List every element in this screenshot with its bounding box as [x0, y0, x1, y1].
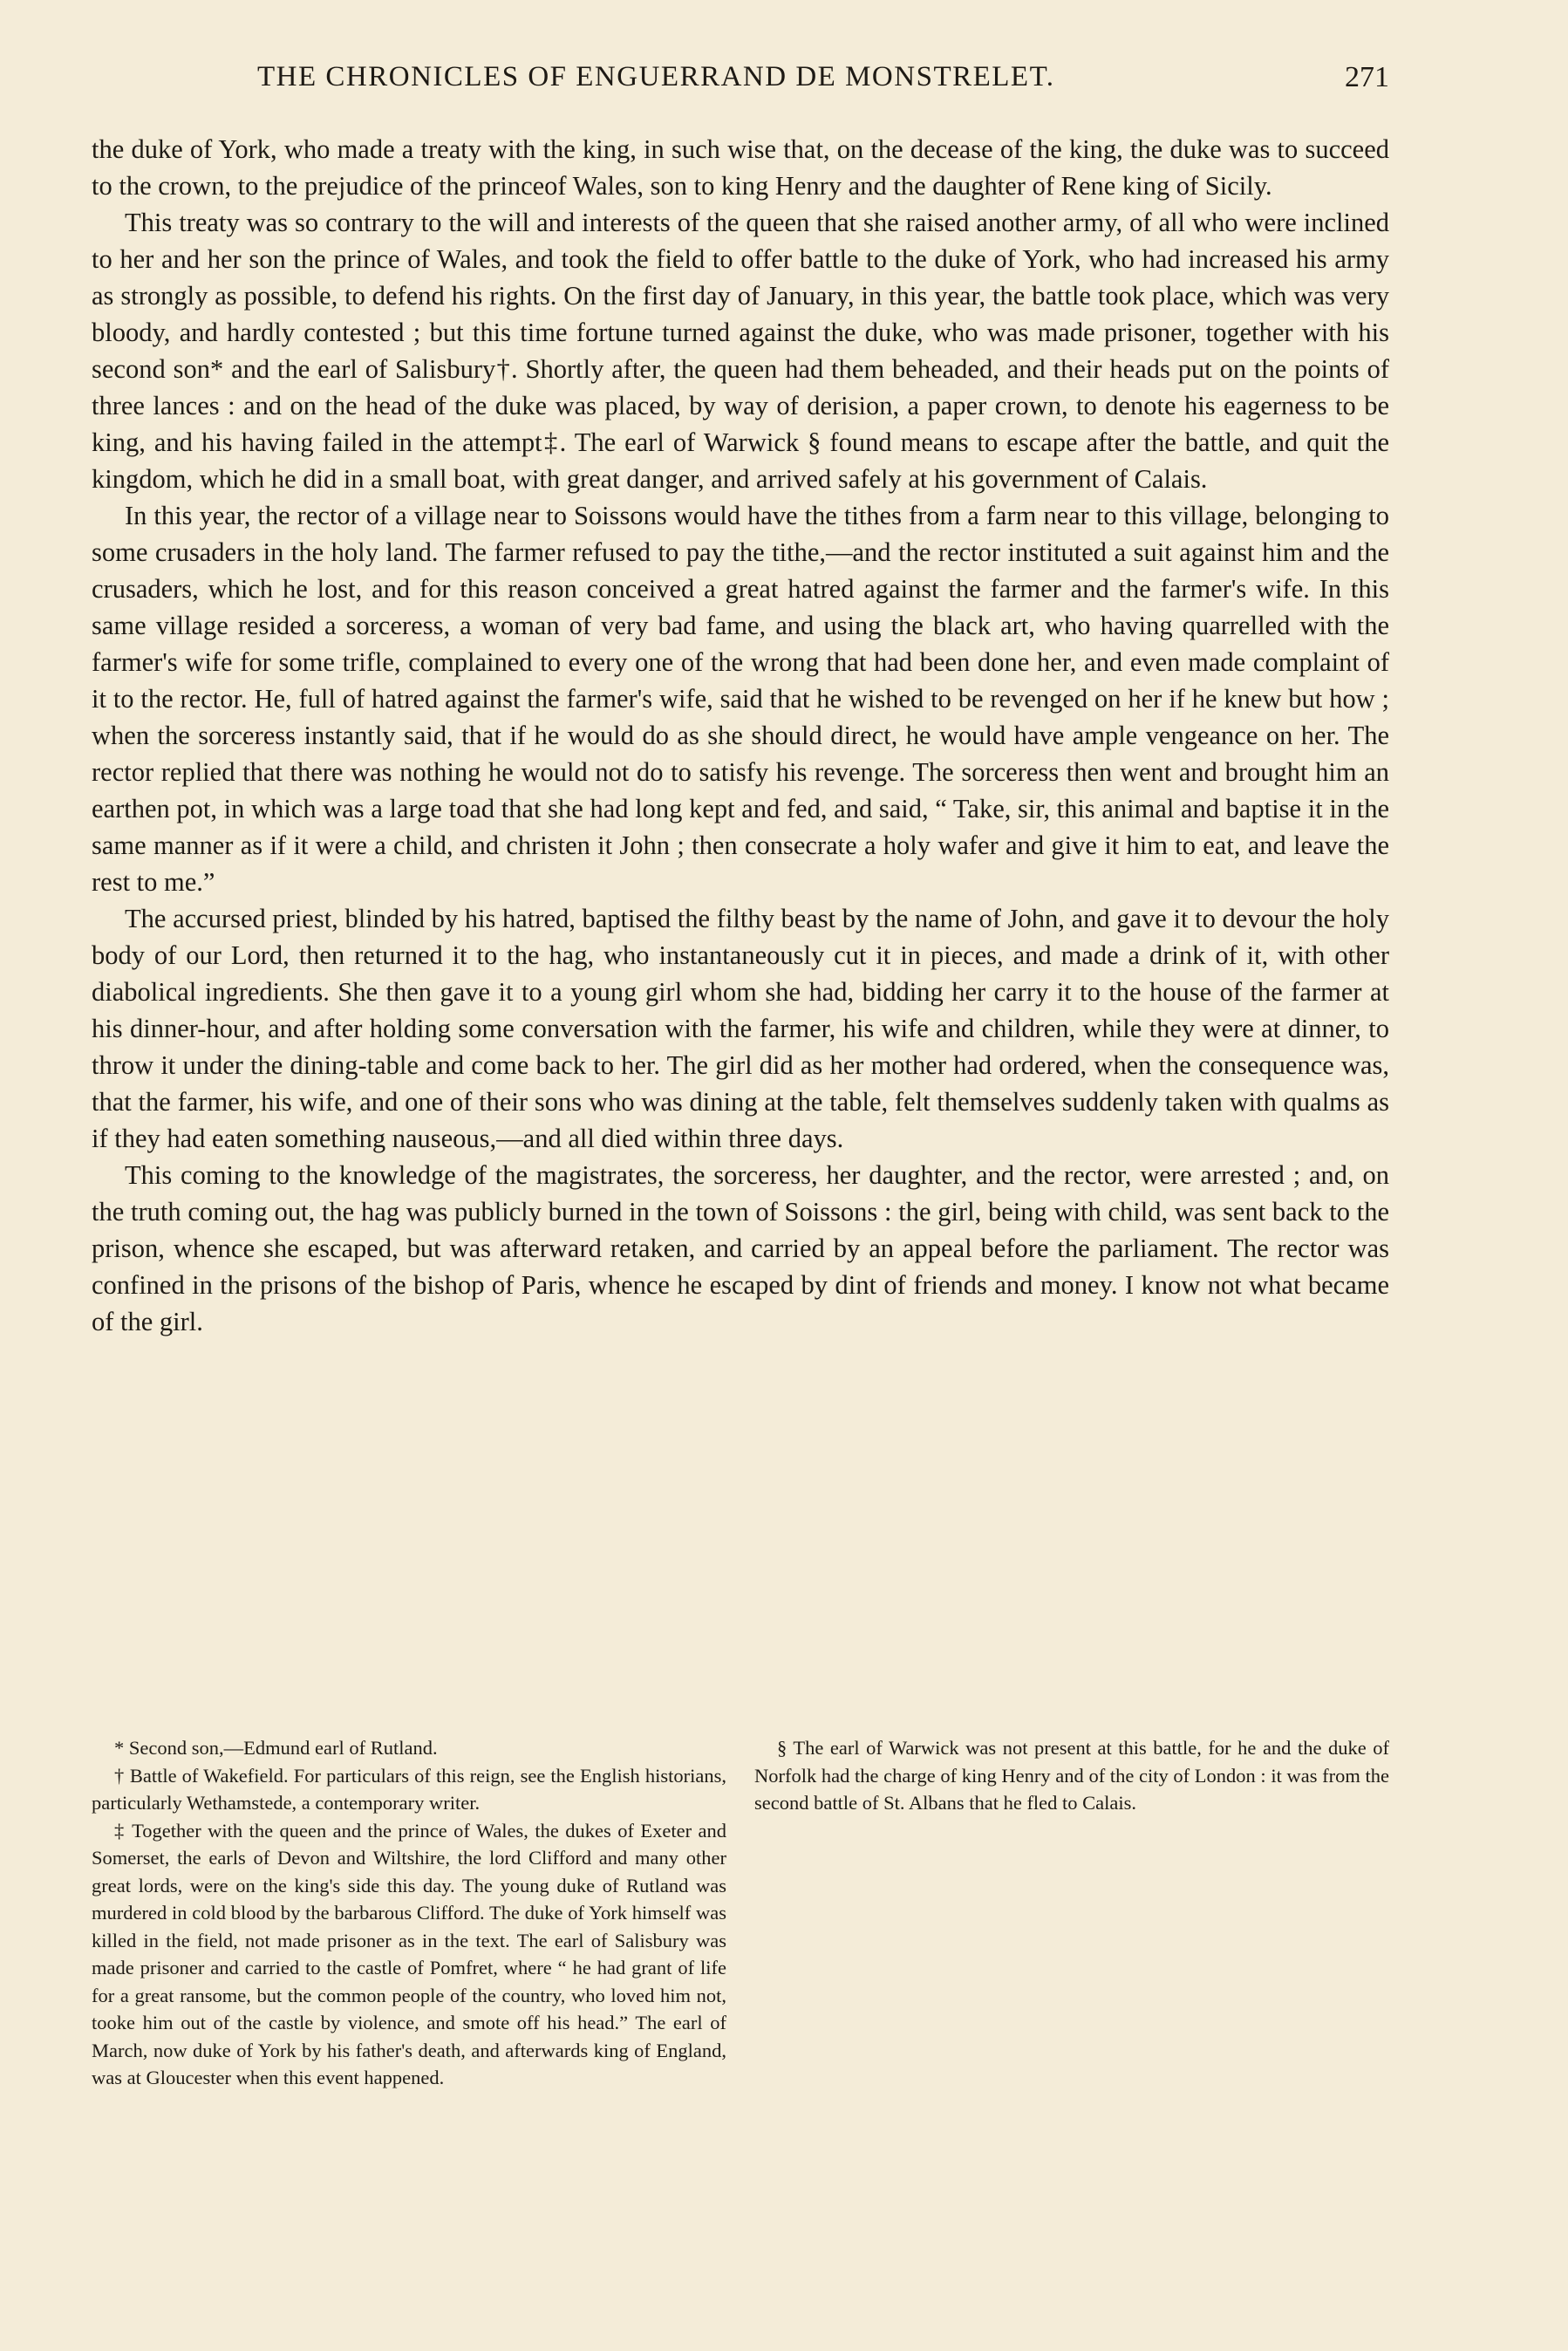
paragraph: This treaty was so contrary to the will and interests of the queen that she raised another army, of all who were inclined to her and her son the prince of Wales, and took the field to offer battle to the duke of York, who had increased his army as strongly as possible, to defend his rights. On the first day of January, in this year, the battle took place, which was very bloody, and hardly contested ; but this time fortune turned against the duke, who was made prisoner, together with his second son* and the earl of Salisbury†. Shortly after, the queen had them beheaded, and their heads put on the points of three lances : and on the head of the duke was placed, by way of derision, a paper crown, to denote his eagerness to be king, and his having failed in the attempt‡. The earl of Warwick § found means to escape after the battle, and quit the kingdom, which he did in a small boat, with great danger, and arrived safely at his government of Calais.: [92, 208, 1389, 494]
footnote: * Second son,—Edmund earl of Rutland.: [114, 1737, 438, 1759]
book-page: [92, 0, 1389, 2351]
paragraph: This coming to the knowledge of the magistrates, the sorceress, her daughter, and the rector, were arrested ; and, on the truth coming out, the hag was publicly burned in the town of Soissons : the girl, being with child, was sent back to the prison, whence she escaped, but was afterward retaken, and carried by an appeal before the parliament. The rector was confined in the prisons of the bishop of Paris, whence he escaped by dint of friends and money. I know not what became of the girl.: [92, 1160, 1389, 1336]
footnote: § The earl of Warwick was not present at this battle, for he and the duke of Norfolk had the charge of king Henry and of the city of London : it was from the second battle of St. Albans that he fled to Calais.: [754, 1737, 1389, 1814]
running-title: THE CHRONICLES OF ENGUERRAND DE MONSTRELET.: [257, 61, 1055, 92]
running-head: [92, 61, 1389, 105]
paragraph: the duke of York, who made a treaty with the king, in such wise that, on the decease of the king, the duke was to succeed to the crown, to the prejudice of the princeof Wales, son to king Henry and the daughter of Rene king of Sicily.: [92, 134, 1389, 201]
paragraph: The accursed priest, blinded by his hatred, baptised the filthy beast by the name of John, and gave it to devour the holy body of our Lord, then returned it to the hag, who instantaneously cut it in pieces, and made a drink of it, with other diabolical ingredients. She then gave it to a young girl whom she had, bidding her carry it to the house of the farmer at his dinner-hour, and after holding some conversation with the farmer, his wife and children, while they were at dinner, to throw it under the dining-table and come back to her. The girl did as her mother had ordered, when the consequence was, that the farmer, his wife, and one of their sons who was dining at the table, felt themselves suddenly taken with qualms as if they had eaten something nauseous,—and all died within three days.: [92, 904, 1389, 1153]
footnote: † Battle of Wakefield. For particulars of this reign, see the English historians, particularly Wethamstede, a contemporary writer.: [92, 1764, 726, 1814]
paragraph: In this year, the rector of a village near to Soissons would have the tithes from a farm near to this village, belonging to some crusaders in the holy land. The farmer refused to pay the tithe,—and the rector instituted a suit against him and the crusaders, which he lost, and for this reason conceived a great hatred against the farmer and the farmer's wife. In this same village resided a sorceress, a woman of very bad fame, and using the black art, who having quarrelled with the farmer's wife for some trifle, complained to every one of the wrong that had been done her, and even made complaint of it to the rector. He, full of hatred against the farmer's wife, said that he wished to be revenged on her if he knew but how ; when the sorceress instantly said, that if he would do as she should direct, he would have ample vengeance on her. The rector replied that there was nothing he would not do to satisfy his revenge. The sorceress then went and brought him an earthen pot, in which was a large toad that she had long kept and fed, and said, “ Take, sir, this animal and baptise it in the same manner as if it were a child, and christen it John ; then consecrate a holy wafer and give it him to eat, and leave the rest to me.”: [92, 501, 1389, 897]
footnote: ‡ Together with the queen and the prince of Wales, the dukes of Exeter and Somerset, the earls of Devon and Wiltshire, the lord Clifford and many other great lords, were on the king's side this day. The young duke of Rutland was murdered in cold blood by the barbarous Clifford. The duke of York himself was killed in the field, not made prisoner as in the text. The earl of Salisbury was made prisoner and carried to the castle of Pomfret, where “ he had grant of life for a great ransome, but the common people of the country, who loved him not, tooke him out of the castle by violence, and smote off his head.” The earl of March, now duke of York by his father's death, and afterwards king of England, was at Gloucester when this event happened.: [92, 1819, 726, 2088]
footnotes: [92, 1734, 1389, 2101]
body-text: [92, 131, 1389, 1340]
page-number: 271: [1345, 61, 1389, 93]
